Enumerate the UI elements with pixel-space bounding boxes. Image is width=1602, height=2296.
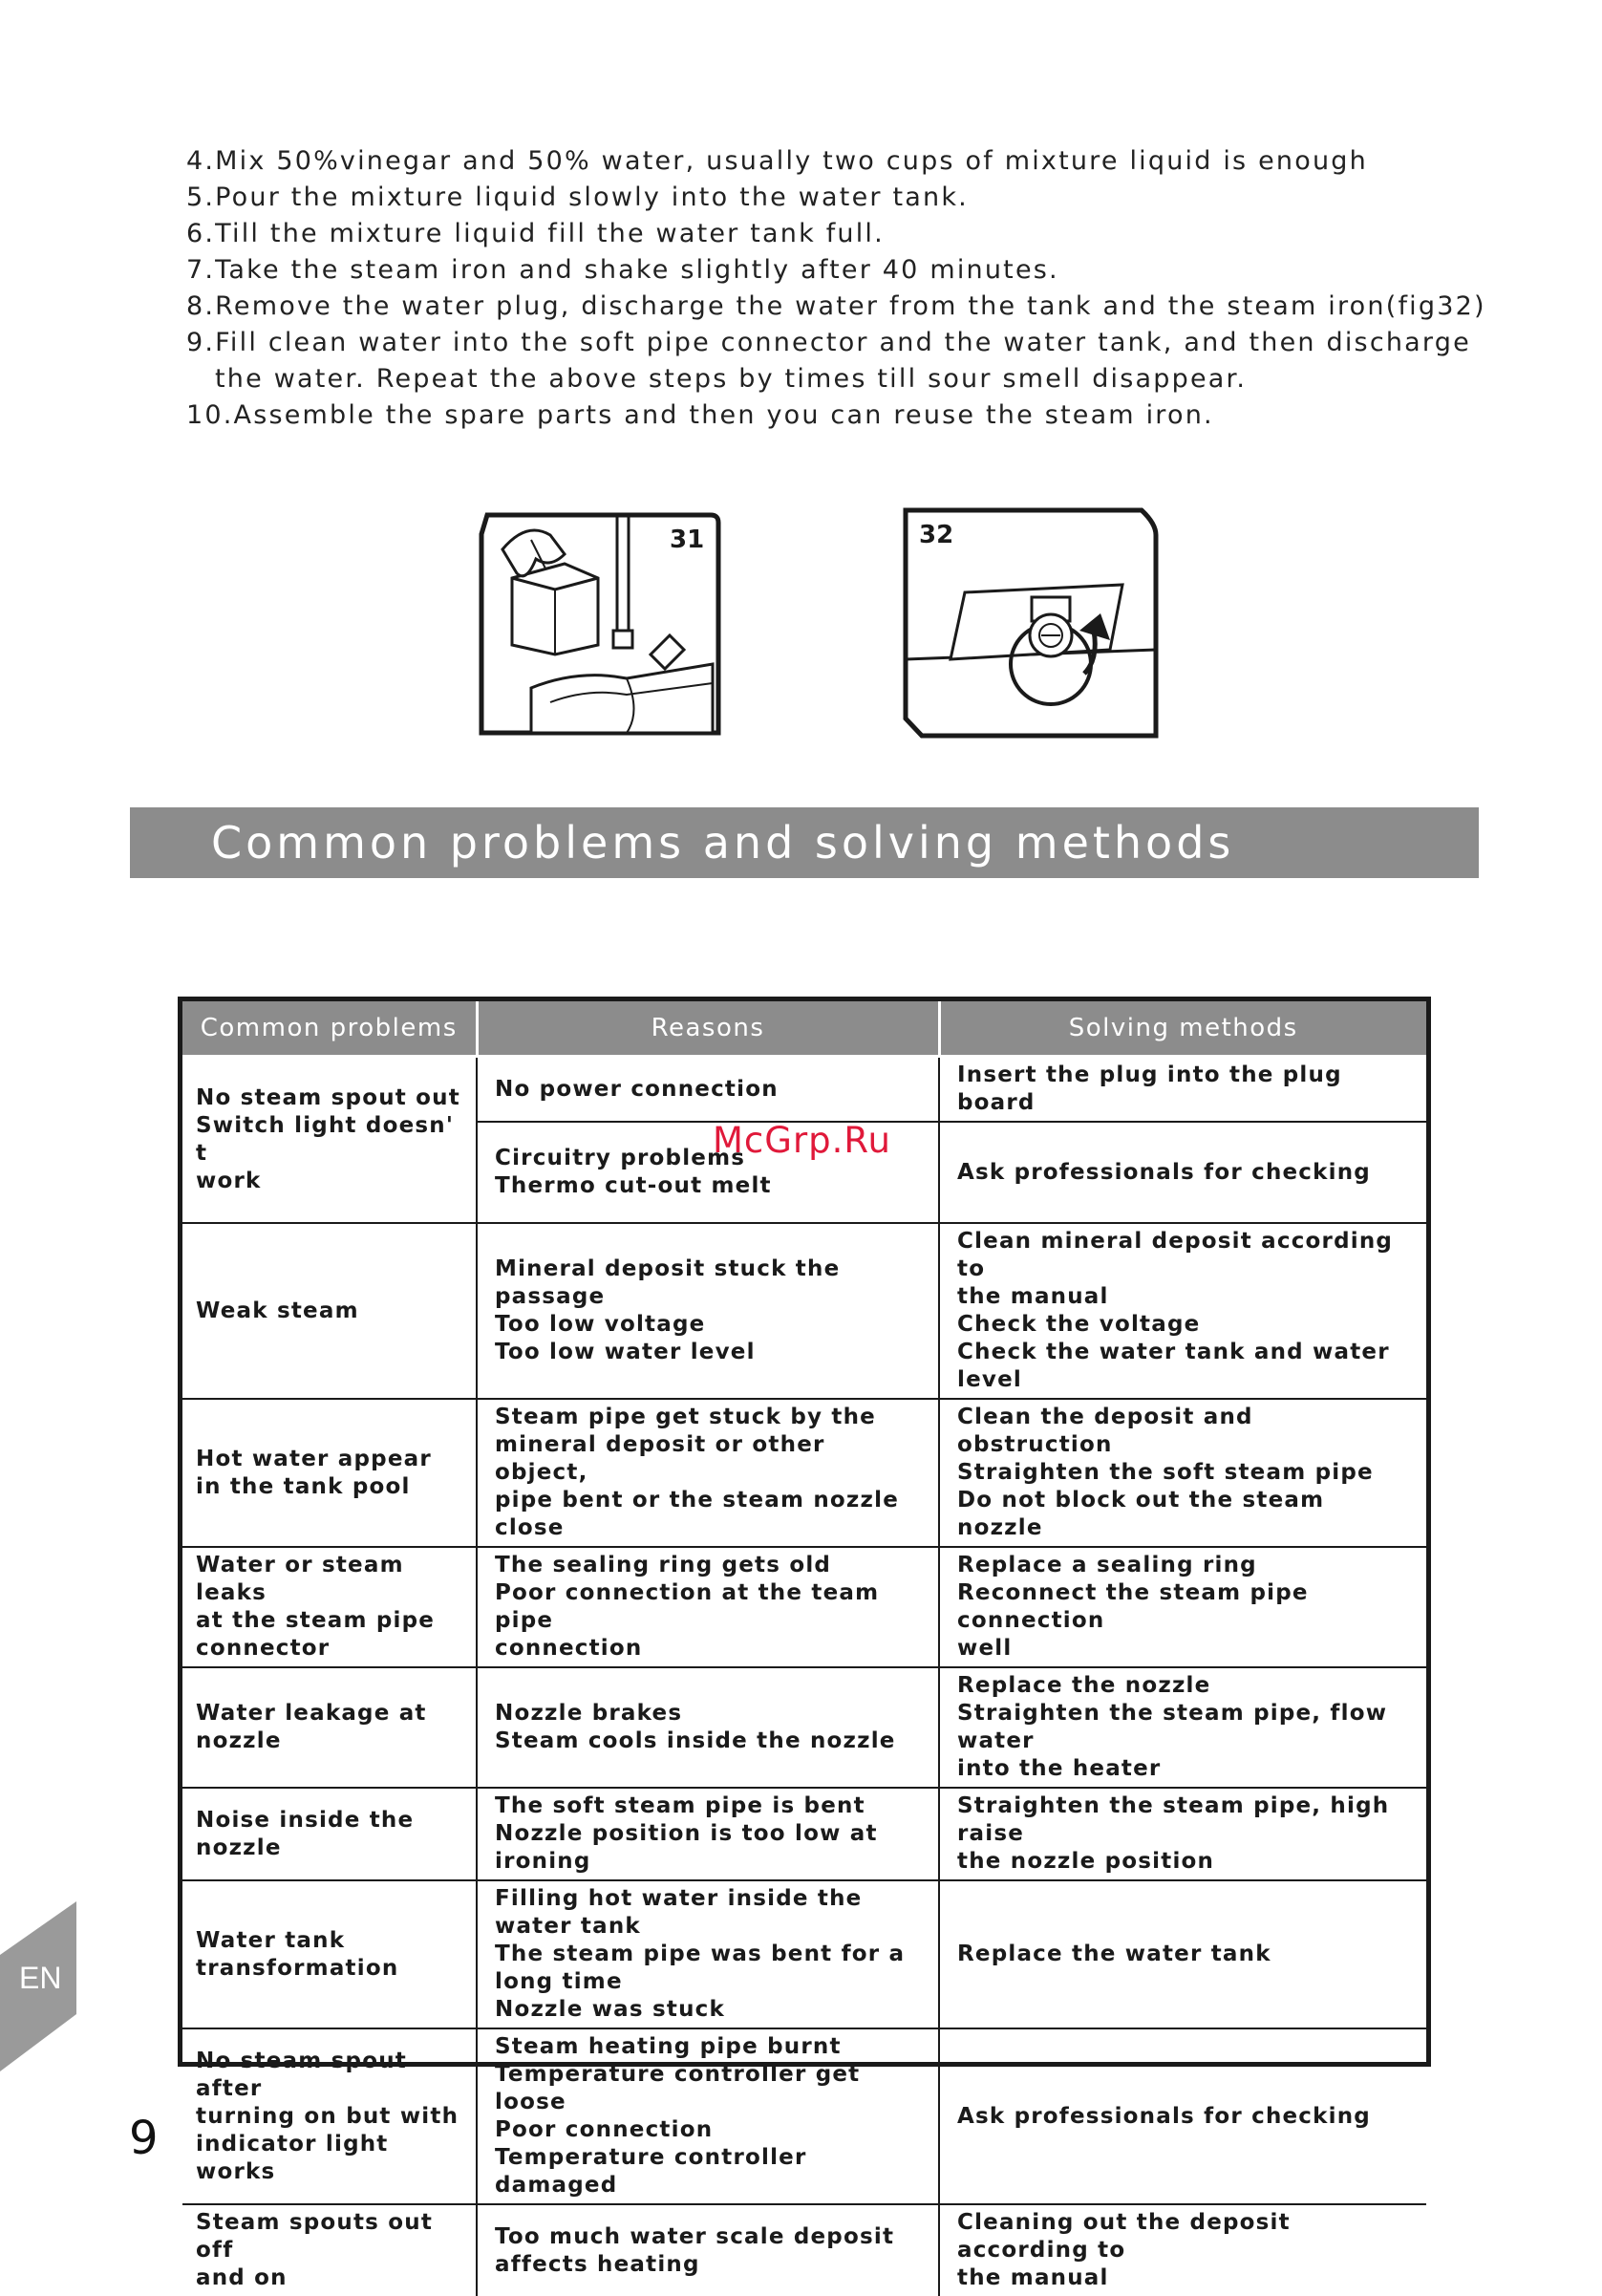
language-tab	[0, 1901, 78, 2077]
instruction-steps	[186, 143, 1486, 434]
watermark: McGrp.Ru	[713, 1120, 891, 1161]
figure-32	[898, 506, 1162, 745]
step-9-continued: the water. Repeat the above steps by times till sour smell disappear.	[215, 364, 1248, 394]
table-row	[182, 1880, 1426, 2028]
reason-cell: No power connection	[477, 1057, 939, 1123]
figure-31-illustration	[474, 511, 722, 740]
step-6: 6.Till the mixture liquid fill the water tank full.	[186, 219, 885, 248]
problem-cell: No steam spout after turning on but with indicator light works	[182, 2028, 477, 2204]
header-reasons: Reasons	[477, 1001, 939, 1057]
solution-cell: Replace a sealing ring Reconnect the steam pipe connection well	[939, 1547, 1426, 1667]
solution-cell: Straighten the steam pipe, high raise the nozzle position	[939, 1788, 1426, 1880]
page-number: 9	[129, 2112, 159, 2165]
reason-cell: Nozzle brakes Steam cools inside the nozzle	[477, 1667, 939, 1788]
step-9: 9.Fill clean water into the soft pipe connector and the water tank, and then discharge	[186, 328, 1471, 357]
table-row	[182, 2204, 1426, 2296]
reason-cell: Circuitry problems Thermo cut-out melt	[477, 1122, 939, 1223]
table-header-row	[182, 1001, 1426, 1057]
step-10: 10.Assemble the spare parts and then you can reuse the steam iron.	[186, 400, 1214, 430]
reason-cell: The sealing ring gets old Poor connection at the team pipe connection	[477, 1547, 939, 1667]
solution-cell: Cleaning out the deposit according to the manual	[939, 2204, 1426, 2296]
figure-32-illustration	[898, 506, 1162, 745]
table-row	[182, 1547, 1426, 1667]
reason-cell: Too much water scale deposit affects heating	[477, 2204, 939, 2296]
problem-cell: Water tank transformation	[182, 1880, 477, 2028]
problem-cell: Hot water appear in the tank pool	[182, 1399, 477, 1547]
section-banner	[130, 807, 1479, 878]
problem-cell: Weak steam	[182, 1223, 477, 1399]
table-row	[182, 1788, 1426, 1880]
language-label: EN	[19, 1961, 62, 1995]
problem-cell: Steam spouts out off and on	[182, 2204, 477, 2296]
step-5: 5.Pour the mixture liquid slowly into the water tank.	[186, 182, 969, 212]
header-solving-methods: Solving methods	[939, 1001, 1426, 1057]
problem-cell: Water or steam leaks at the steam pipe connector	[182, 1547, 477, 1667]
figure-31-number: 31	[670, 526, 705, 554]
step-7: 7.Take the steam iron and shake slightly after 40 minutes.	[186, 255, 1059, 285]
table-row	[182, 1399, 1426, 1547]
solution-cell: Replace the nozzle Straighten the steam pipe, flow water into the heater	[939, 1667, 1426, 1788]
reason-cell: The soft steam pipe is bent Nozzle position is too low at ironing	[477, 1788, 939, 1880]
figure-31	[474, 511, 722, 740]
header-common-problems: Common problems	[182, 1001, 477, 1057]
section-title: Common problems and solving methods	[211, 817, 1235, 869]
solution-cell: Ask professionals for checking	[939, 2028, 1426, 2204]
problem-cell: Water leakage at nozzle	[182, 1667, 477, 1788]
figure-32-number: 32	[919, 521, 954, 549]
step-4: 4.Mix 50%vinegar and 50% water, usually two cups of mixture liquid is enough	[186, 146, 1368, 176]
reason-cell: Mineral deposit stuck the passage Too low voltage Too low water level	[477, 1223, 939, 1399]
table-row	[182, 1057, 1426, 1123]
solution-cell: Clean the deposit and obstruction Straighten the soft steam pipe Do not block out the steam nozzle	[939, 1399, 1426, 1547]
problem-cell: Noise inside the nozzle	[182, 1788, 477, 1880]
table-row	[182, 2028, 1426, 2204]
solution-cell: Ask professionals for checking	[939, 1122, 1426, 1223]
reason-cell: Filling hot water inside the water tank The steam pipe was bent for a long time Nozzle was stuck	[477, 1880, 939, 2028]
table-row	[182, 1223, 1426, 1399]
reason-cell: Steam heating pipe burnt Temperature controller get loose Poor connection Temperature controller damaged	[477, 2028, 939, 2204]
reason-cell: Steam pipe get stuck by the mineral deposit or other object, pipe bent or the steam nozzle close	[477, 1399, 939, 1547]
solution-cell: Insert the plug into the plug board	[939, 1057, 1426, 1123]
solution-cell: Clean mineral deposit according to the manual Check the voltage Check the water tank and water level	[939, 1223, 1426, 1399]
table-row	[182, 1667, 1426, 1788]
step-8: 8.Remove the water plug, discharge the water from the tank and the steam iron(fig32)	[186, 291, 1486, 321]
solution-cell: Replace the water tank	[939, 1880, 1426, 2028]
problem-cell: No steam spout out Switch light doesn' t work	[182, 1057, 477, 1224]
